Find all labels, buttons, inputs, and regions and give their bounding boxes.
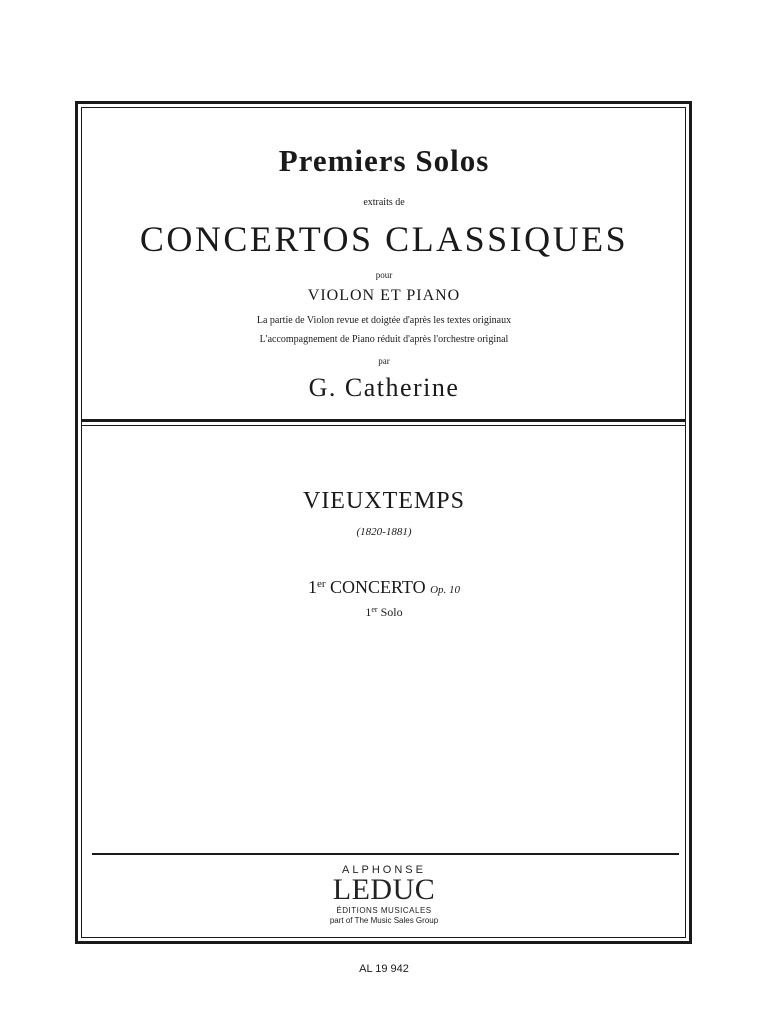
- series-title: Premiers Solos: [278, 143, 490, 178]
- catalog-number: AL 19 942: [359, 963, 409, 975]
- violin-part-note: La partie de Violon revue et doigtée d'après les textes originaux: [256, 315, 512, 326]
- publisher-logo-editions: ÉDITIONS MUSICALES: [336, 906, 432, 915]
- solo-number: 1: [365, 605, 372, 619]
- collection-title: CONCERTOS CLASSIQUES: [139, 219, 629, 259]
- solo-label: Solo: [380, 605, 403, 619]
- concerto-number: 1: [307, 577, 317, 597]
- pour-label: pour: [375, 270, 393, 280]
- publisher-group-note: part of The Music Sales Group: [329, 916, 439, 925]
- concerto-ordinal: er: [316, 578, 326, 590]
- divider-thick: [81, 419, 686, 422]
- par-label: par: [378, 356, 390, 366]
- composer-name: VIEUXTEMPS: [302, 488, 465, 514]
- publisher-logo-name: LEDUC: [332, 873, 436, 906]
- extraits-label: extraits de: [363, 197, 405, 208]
- divider-lower: [92, 853, 679, 855]
- concerto-title: [0, 577, 768, 598]
- solo-ordinal: er: [371, 605, 378, 614]
- piano-part-note: L'accompagnement de Piano réduit d'après l'orchestre original: [259, 334, 509, 345]
- solo-title: [0, 605, 768, 620]
- publisher-logo-line1: ALPHONSE: [342, 864, 426, 876]
- concerto-label: CONCERTO: [329, 577, 426, 597]
- editor-name: G. Catherine: [308, 373, 460, 402]
- composer-dates: (1820-1881): [356, 526, 412, 538]
- divider-thin: [81, 425, 686, 426]
- opus-number: Op. 10: [430, 584, 461, 596]
- instruments-label: VIOLON ET PIANO: [307, 287, 461, 304]
